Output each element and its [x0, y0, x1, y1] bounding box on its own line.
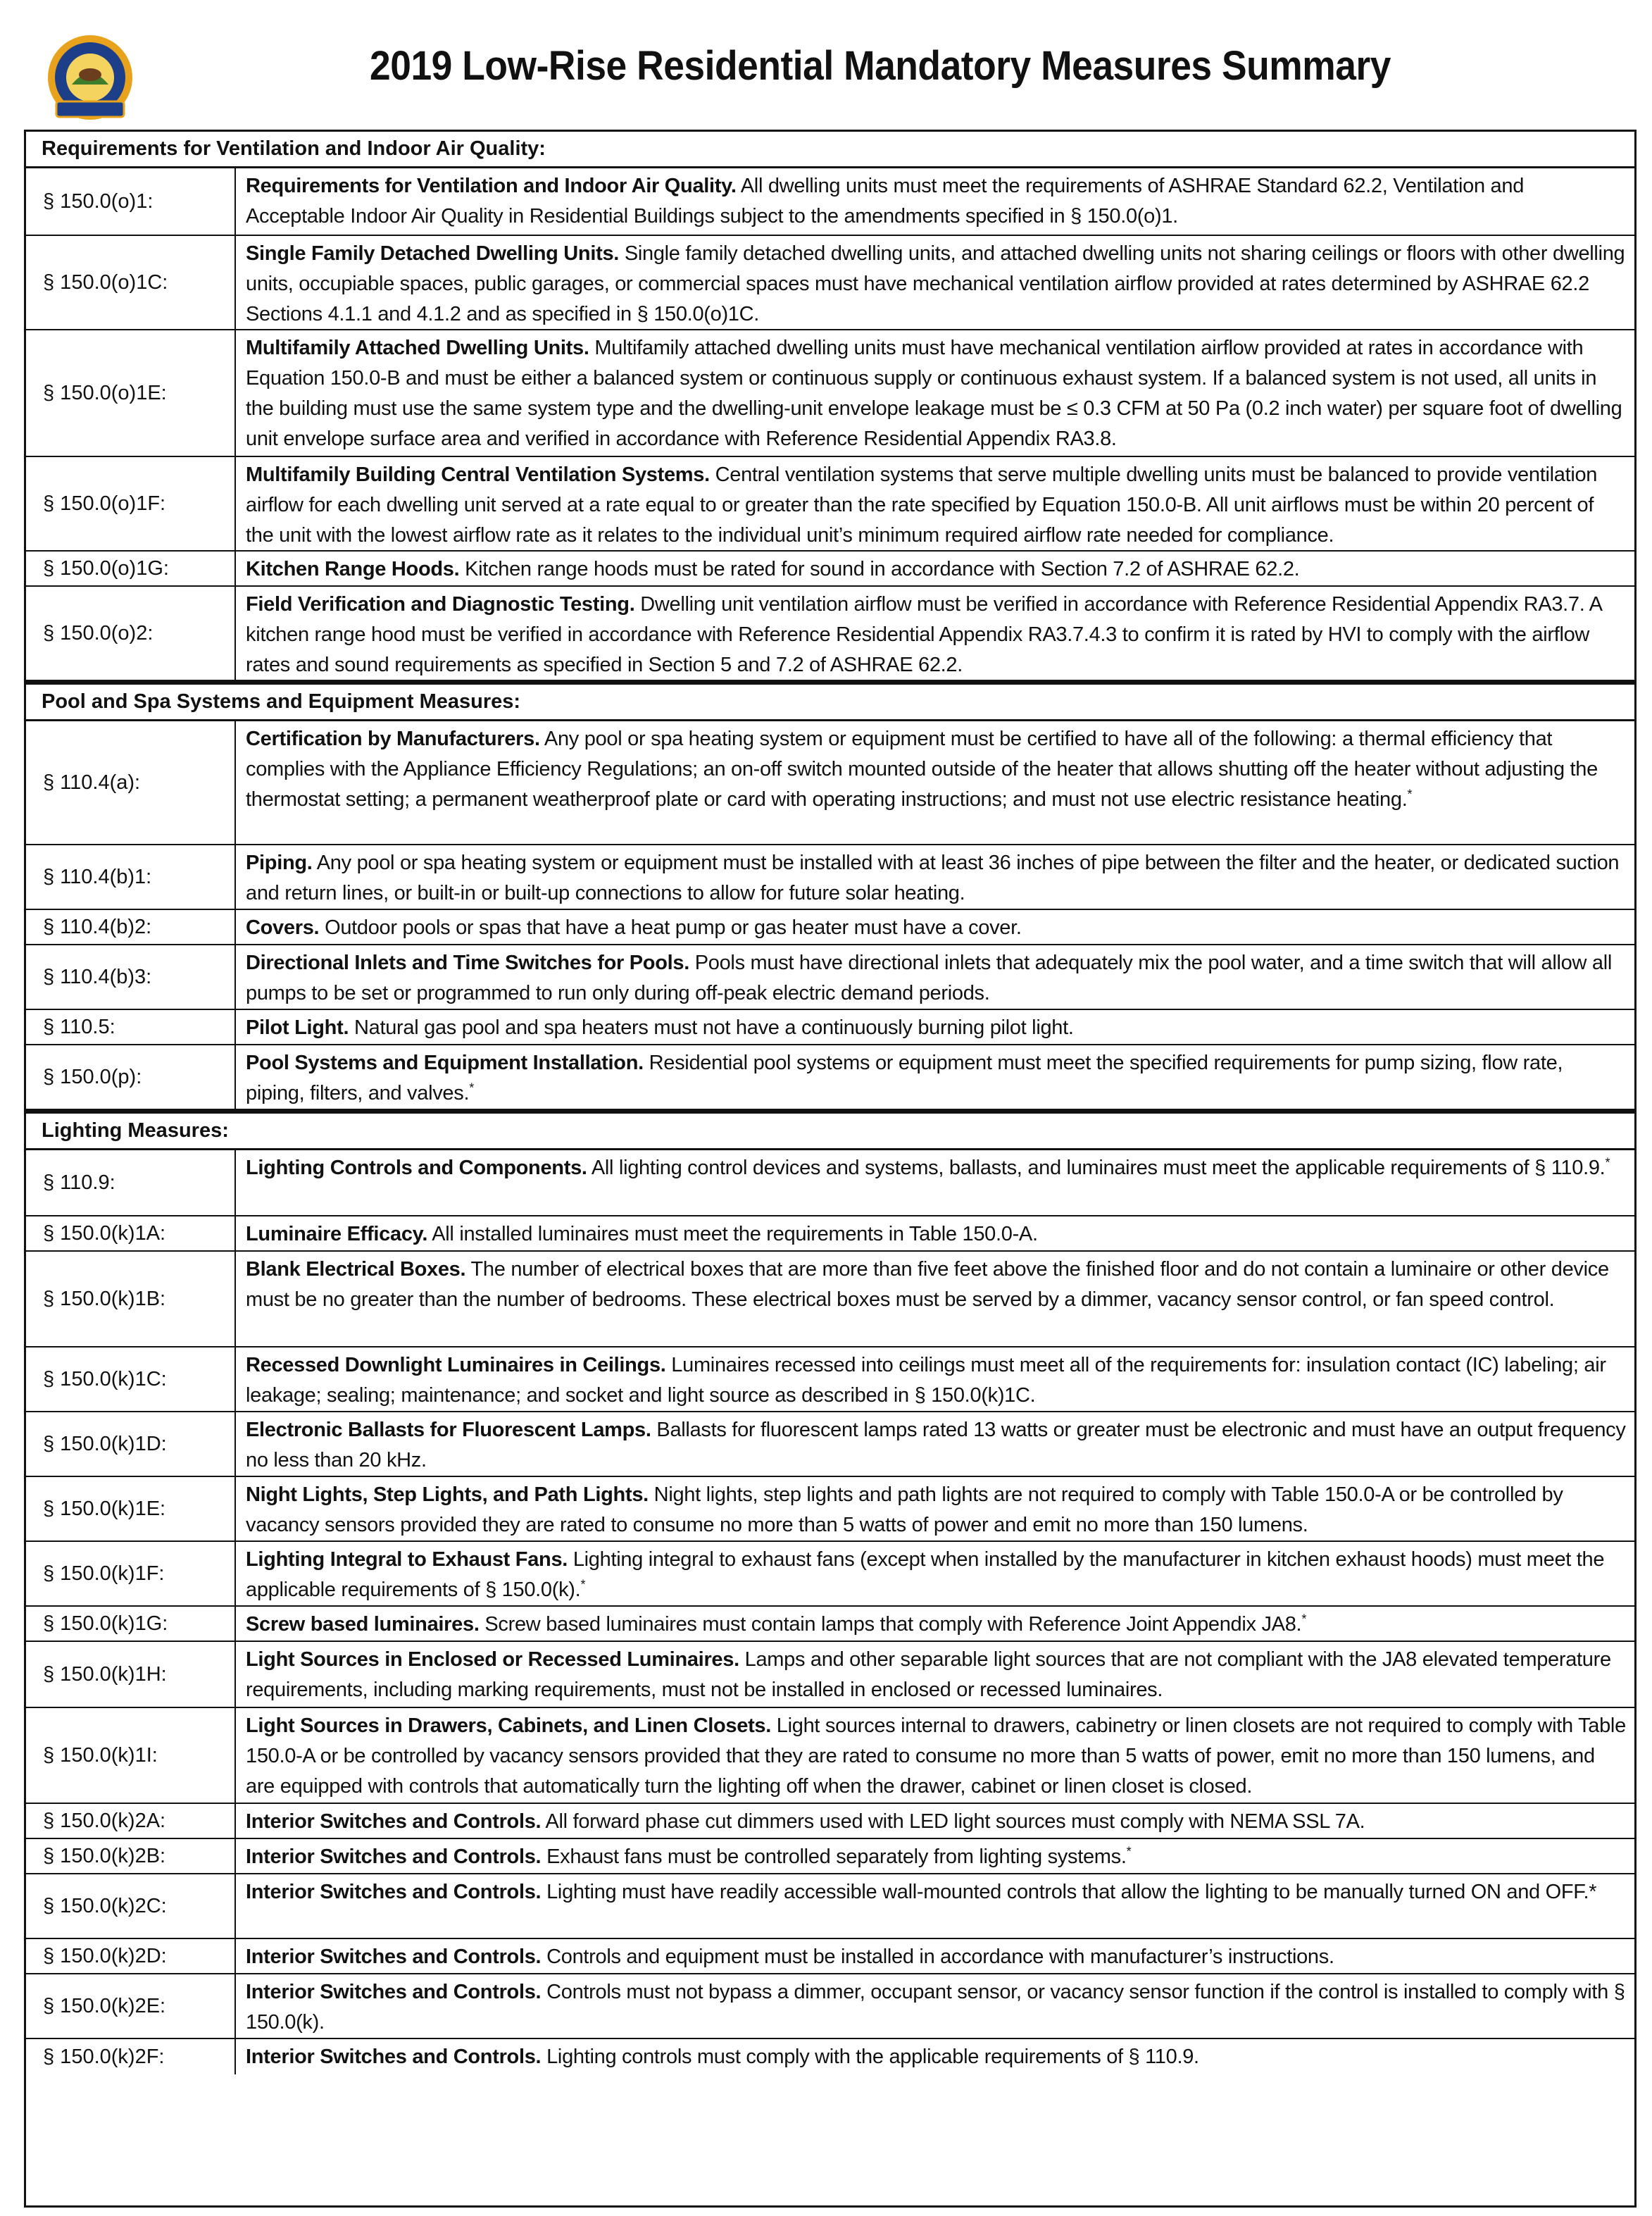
section-code: § 150.0(o)1:: [26, 168, 236, 235]
table-row: [26, 1839, 1634, 1874]
requirement-body: Light sources internal to drawers, cabinetry or linen closets are not required to comply with Table 150.0-A or be controlled by vacancy sensors provided that they are rated to consume no more than 5 watts of power, emit no more than 150 lumens, and are equipped with controls that automatically turn the lighting off when the drawer, cabinet or linen closet is closed.: [246, 1714, 1626, 1798]
energy-commission-seal-icon: [41, 31, 139, 130]
requirement-body: Residential pool systems or equipment must meet the specified requirements for pump sizing, flow rate, piping, filters, and valves.: [246, 1052, 1563, 1104]
requirement-body: All forward phase cut dimmers used with LED light sources must comply with NEMA SSL 7A.: [545, 1810, 1365, 1833]
section-code: § 150.0(k)1F:: [26, 1542, 236, 1605]
table-row: [26, 721, 1634, 845]
requirement-text: [236, 552, 1634, 585]
requirement-body: Dwelling unit ventilation airflow must be verified in accordance with Reference Residential Appendix RA3.7. A kitchen range hood must be verified in accordance with Reference Residential Appendix RA3.7.4.3 to confirm it is rated by HVI to comply with the airflow rates and sound requirements as specified in Section 5 and 7.2 of ASHRAE 62.2.: [246, 593, 1602, 676]
section-code: § 110.4(a):: [26, 721, 236, 844]
section-code: § 150.0(k)1H:: [26, 1642, 236, 1707]
requirement-text: [236, 1412, 1634, 1476]
section-code: § 150.0(k)1G:: [26, 1607, 236, 1641]
requirement-body: All installed luminaires must meet the requirements in Table 150.0-A.: [432, 1223, 1038, 1245]
requirement-text: [236, 1150, 1634, 1215]
measures-table: [24, 130, 1637, 2208]
footnote-marker: *: [1126, 1844, 1132, 1859]
requirement-text: [236, 1974, 1634, 2038]
table-row: [26, 845, 1634, 910]
requirement-text: [236, 168, 1634, 235]
requirement-text: [236, 1216, 1634, 1250]
table-row: [26, 1347, 1634, 1412]
requirement-text: [236, 1839, 1634, 1873]
requirement-body: Night lights, step lights and path lights are not required to comply with Table 150.0-A or be controlled by vacancy sensors provided they are rated to consume no more than 5 watts of power and emit no more than 150 lumens.: [246, 1483, 1563, 1536]
requirement-title: Field Verification and Diagnostic Testing.: [246, 593, 635, 616]
section-code: § 150.0(p):: [26, 1045, 236, 1109]
requirement-title: Blank Electrical Boxes.: [246, 1258, 466, 1281]
requirement-title: Luminaire Efficacy.: [246, 1223, 428, 1245]
requirement-text: [236, 1708, 1634, 1803]
table-row: [26, 1150, 1634, 1216]
requirement-text: [236, 1045, 1634, 1109]
table-row: [26, 1939, 1634, 1974]
requirement-title: Single Family Detached Dwelling Units.: [246, 242, 620, 265]
requirement-body: Any pool or spa heating system or equipment must be certified to have all of the following: a thermal efficiency that complies with the Appliance Efficiency Regulations; an on-off switch mounted outside of the heater that allows shutting off the heater without adjusting the thermostat setting; a permanent weatherproof plate or card with operating instructions; and must not use electric resistance heating.: [246, 728, 1598, 811]
requirement-body: The number of electrical boxes that are more than five feet above the finished floor and do not contain a luminaire or other device must be no greater than the number of bedrooms. These electrical boxes must be served by a dimmer, vacancy sensor control, or fan speed control.: [246, 1258, 1609, 1311]
footnote-marker: *: [1301, 1612, 1307, 1626]
table-row: [26, 1216, 1634, 1252]
requirement-title: Directional Inlets and Time Switches for Pools.: [246, 952, 689, 974]
section-code: § 150.0(k)2C:: [26, 1874, 236, 1938]
section-code: § 150.0(k)1I:: [26, 1708, 236, 1803]
table-row: [26, 1252, 1634, 1347]
requirement-title: Requirements for Ventilation and Indoor Air Quality.: [246, 175, 737, 197]
page-header: [0, 0, 1652, 127]
requirement-text: [236, 721, 1634, 844]
section-code: § 150.0(o)2:: [26, 587, 236, 680]
requirement-body: Ballasts for fluorescent lamps rated 13 watts or greater must be electronic and must have an output frequency no less than 20 kHz.: [246, 1419, 1626, 1471]
requirement-title: Multifamily Building Central Ventilation Systems.: [246, 463, 710, 486]
section-code: § 150.0(o)1E:: [26, 330, 236, 456]
requirement-text: [236, 1010, 1634, 1044]
requirement-body: Pools must have directional inlets that adequately mix the pool water, and a time switch that will allow all pumps to be set or programmed to run only during off-peak electric demand periods.: [246, 952, 1613, 1004]
requirement-body: Central ventilation systems that serve multiple dwelling units must be balanced to provide ventilation airflow for each dwelling unit served at a rate equal to or greater than the rate specified by Equation 150.0-B. All unit airflows must be within 20 percent of the unit with the lowest airflow rate as it relates to the individual unit’s minimum required airflow rate needed for compliance.: [246, 463, 1598, 547]
requirement-body: Lamps and other separable light sources that are not compliant with the JA8 elevated temperature requirements, including marking requirements, must not be installed in enclosed or recessed luminaires.: [246, 1648, 1611, 1701]
requirement-text: [236, 1477, 1634, 1540]
requirement-text: [236, 236, 1634, 329]
section-code: § 150.0(k)1C:: [26, 1347, 236, 1411]
requirement-title: Certification by Manufacturers.: [246, 728, 540, 750]
requirement-text: [236, 1939, 1634, 1973]
requirement-body: Single family detached dwelling units, and attached dwelling units not sharing ceilings or floors with other dwelling units, occupiable spaces, public garages, or commercial spaces must have mechanical ventilation airflow provided at rates determined by ASHRAE 62.2 Sections 4.1.1 and 4.1.2 and as specified in § 150.0(o)1C.: [246, 242, 1625, 325]
section-code: § 150.0(k)1A:: [26, 1216, 236, 1250]
table-row: [26, 910, 1634, 945]
requirement-title: Interior Switches and Controls.: [246, 1881, 542, 1903]
section-code: § 110.4(b)3:: [26, 945, 236, 1009]
footnote-marker: *: [580, 1577, 586, 1592]
requirement-text: [236, 330, 1634, 456]
requirement-text: [236, 1542, 1634, 1605]
table-row: [26, 168, 1634, 236]
requirement-body: Controls and equipment must be installed in accordance with manufacturer’s instructions.: [546, 1946, 1334, 1968]
requirement-title: Electronic Ballasts for Fluorescent Lamps.: [246, 1419, 651, 1441]
requirement-body: Any pool or spa heating system or equipment must be installed with at least 36 inches of pipe between the filter and the heater, or dedicated suction and return lines, or built-in or built-up connections to allow for future solar heating.: [246, 852, 1620, 904]
section-code: § 150.0(k)2F:: [26, 2039, 236, 2074]
requirement-text: [236, 587, 1634, 680]
table-row: [26, 552, 1634, 587]
requirement-text: [236, 1642, 1634, 1707]
table-row: [26, 1607, 1634, 1642]
section-code: § 150.0(k)1E:: [26, 1477, 236, 1540]
requirement-title: Light Sources in Drawers, Cabinets, and Linen Closets.: [246, 1714, 772, 1737]
footnote-marker: *: [1605, 1155, 1610, 1170]
requirement-title: Pilot Light.: [246, 1016, 349, 1039]
requirement-body: Controls must not bypass a dimmer, occupant sensor, or vacancy sensor function if the control is installed to comply with § 150.0(k).: [246, 1981, 1625, 2034]
section-heading: Lighting Measures:: [26, 1110, 1634, 1150]
section-code: § 150.0(o)1F:: [26, 457, 236, 550]
requirement-title: Lighting Controls and Components.: [246, 1157, 587, 1179]
requirement-text: [236, 1252, 1634, 1346]
table-row: [26, 1974, 1634, 2039]
requirement-text: [236, 457, 1634, 550]
table-row: [26, 1045, 1634, 1110]
section-code: § 110.5:: [26, 1010, 236, 1044]
requirement-title: Lighting Integral to Exhaust Fans.: [246, 1548, 568, 1571]
requirement-title: Interior Switches and Controls.: [246, 1946, 542, 1968]
requirement-body: Natural gas pool and spa heaters must not have a continuously burning pilot light.: [353, 1016, 1074, 1039]
requirement-text: [236, 910, 1634, 944]
requirement-body: Outdoor pools or spas that have a heat pump or gas heater must have a cover.: [325, 916, 1022, 939]
requirement-body: All dwelling units must meet the requirements of ASHRAE Standard 62.2, Ventilation and Acceptable Indoor Air Quality in Residential Buildings subject to the amendments specified in § 150.0(o)1.: [246, 175, 1525, 228]
requirement-body: Lighting must have readily accessible wall-mounted controls that allow the lighting to be manually turned ON and OFF.*: [546, 1881, 1597, 1903]
requirement-body: Multifamily attached dwelling units must have mechanical ventilation airflow provided at rates in accordance with Equation 150.0-B and must be either a balanced system or continuous supply or continuous exhaust system. If a balanced system is not used, all units in the building must use the same system type and the dwelling-unit envelope leakage must be ≤ 0.3 CFM at 50 Pa (0.2 inch water) per square foot of dwelling unit envelope surface area and verified in accordance with Reference Residential Appendix RA3.8.: [246, 337, 1622, 450]
section-code: § 150.0(k)2D:: [26, 1939, 236, 1973]
section-code: § 110.9:: [26, 1150, 236, 1215]
table-row: [26, 236, 1634, 330]
requirement-title: Covers.: [246, 916, 320, 939]
footnote-marker: *: [469, 1081, 474, 1095]
requirement-text: [236, 2039, 1634, 2074]
section-code: § 150.0(o)1G:: [26, 552, 236, 585]
requirement-title: Kitchen Range Hoods.: [246, 558, 460, 580]
section-code: § 110.4(b)1:: [26, 845, 236, 909]
requirement-title: Piping.: [246, 852, 313, 874]
table-row: [26, 1477, 1634, 1542]
section-code: § 150.0(k)1D:: [26, 1412, 236, 1476]
section-code: § 150.0(k)1B:: [26, 1252, 236, 1346]
table-row: [26, 1412, 1634, 1477]
table-row: [26, 1804, 1634, 1839]
requirement-title: Interior Switches and Controls.: [246, 1810, 542, 1833]
requirement-text: [236, 845, 1634, 909]
requirement-body: Lighting controls must comply with the applicable requirements of § 110.9.: [546, 2046, 1199, 2068]
requirement-title: Screw based luminaires.: [246, 1613, 480, 1636]
table-row: [26, 587, 1634, 681]
page-title: 2019 Low-Rise Residential Mandatory Measures Summary: [370, 43, 1391, 89]
requirement-text: [236, 1874, 1634, 1938]
requirement-title: Interior Switches and Controls.: [246, 1845, 542, 1868]
requirement-body: Kitchen range hoods must be rated for sound in accordance with Section 7.2 of ASHRAE 62.2.: [465, 558, 1300, 580]
requirement-text: [236, 1607, 1634, 1641]
requirement-body: Lighting integral to exhaust fans (except when installed by the manufacturer in kitchen exhaust hoods) must meet the applicable requirements of § 150.0(k).: [246, 1548, 1605, 1601]
requirement-title: Night Lights, Step Lights, and Path Lights.: [246, 1483, 649, 1506]
section-code: § 150.0(k)2B:: [26, 1839, 236, 1873]
table-row: [26, 457, 1634, 552]
section-heading: Requirements for Ventilation and Indoor Air Quality:: [26, 132, 1634, 168]
table-row: [26, 1010, 1634, 1045]
requirement-title: Multifamily Attached Dwelling Units.: [246, 337, 589, 359]
table-row: [26, 945, 1634, 1010]
table-row: [26, 2039, 1634, 2074]
requirement-title: Interior Switches and Controls.: [246, 2046, 542, 2068]
section-code: § 110.4(b)2:: [26, 910, 236, 944]
requirement-body: Exhaust fans must be controlled separately from lighting systems.: [546, 1845, 1127, 1868]
section-heading: Pool and Spa Systems and Equipment Measures:: [26, 681, 1634, 721]
table-row: [26, 1708, 1634, 1804]
section-code: § 150.0(o)1C:: [26, 236, 236, 329]
requirement-title: Interior Switches and Controls.: [246, 1981, 542, 2003]
table-row: [26, 1542, 1634, 1607]
table-row: [26, 1874, 1634, 1939]
requirement-body: All lighting control devices and systems, ballasts, and luminaires must meet the applicable requirements of § 110.9.: [591, 1157, 1606, 1179]
requirement-title: Pool Systems and Equipment Installation.: [246, 1052, 644, 1074]
requirement-text: [236, 1347, 1634, 1411]
footnote-marker: *: [1407, 787, 1413, 802]
table-row: [26, 1642, 1634, 1708]
section-code: § 150.0(k)2A:: [26, 1804, 236, 1838]
requirement-body: Screw based luminaires must contain lamps that comply with Reference Joint Appendix JA8.: [484, 1613, 1302, 1636]
requirement-text: [236, 945, 1634, 1009]
table-row: [26, 330, 1634, 457]
section-code: § 150.0(k)2E:: [26, 1974, 236, 2038]
requirement-title: Recessed Downlight Luminaires in Ceilings.: [246, 1354, 666, 1376]
requirement-title: Light Sources in Enclosed or Recessed Luminaires.: [246, 1648, 739, 1671]
requirement-body: Luminaires recessed into ceilings must meet all of the requirements for: insulation contact (IC) labeling; air leakage; sealing; maintenance; and socket and light source as described in § 150.0(k)1C.: [246, 1354, 1606, 1407]
requirement-text: [236, 1804, 1634, 1838]
